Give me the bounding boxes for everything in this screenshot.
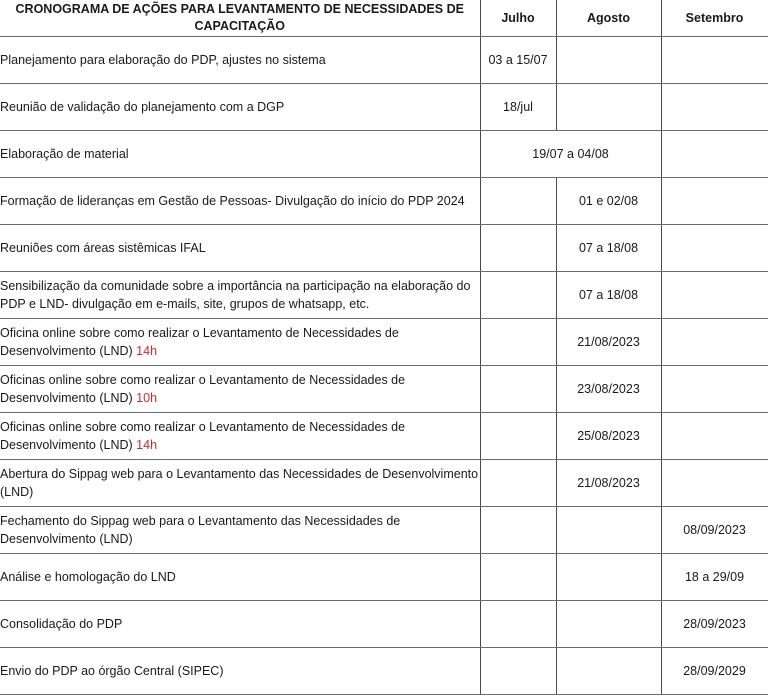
table-row <box>0 412 768 459</box>
agosto-cell <box>556 553 661 600</box>
activity-cell <box>0 83 480 130</box>
agosto-cell <box>556 506 661 553</box>
setembro-cell <box>661 412 768 459</box>
activity-text: Reunião de validação do planejamento com a DGP <box>0 99 285 114</box>
activity-text: Consolidação do PDP <box>0 616 123 631</box>
julho-cell: 03 a 15/07 <box>480 36 556 83</box>
setembro-cell: 28/09/2029 <box>661 647 768 694</box>
activity-text: Envio do PDP ao órgão Central (SIPEC) <box>0 663 224 678</box>
activity-cell <box>0 459 480 506</box>
setembro-cell <box>661 459 768 506</box>
time-highlight: 14h <box>136 437 158 452</box>
setembro-cell: 18 a 29/09 <box>661 553 768 600</box>
table-row <box>0 130 768 177</box>
table-row <box>0 600 768 647</box>
agosto-cell <box>556 36 661 83</box>
activity-text: Análise e homologação do LND <box>0 569 176 584</box>
table-row <box>0 36 768 83</box>
julho-cell <box>480 553 556 600</box>
agosto-cell <box>556 600 661 647</box>
activity-cell <box>0 177 480 224</box>
activity-text: Oficina online sobre como realizar o Levantamento de Necessidades de Desenvolvimento (LND) <box>0 325 399 358</box>
setembro-cell <box>661 130 768 177</box>
table-row <box>0 177 768 224</box>
setembro-cell <box>661 318 768 365</box>
julho-cell <box>480 177 556 224</box>
julho-cell <box>480 365 556 412</box>
agosto-cell: 25/08/2023 <box>556 412 661 459</box>
header-title: CRONOGRAMA DE AÇÕES PARA LEVANTAMENTO DE NECESSIDADES DE CAPACITAÇÃO <box>0 0 480 36</box>
agosto-cell: 07 a 18/08 <box>556 224 661 271</box>
agosto-cell: 23/08/2023 <box>556 365 661 412</box>
agosto-cell: 01 e 02/08 <box>556 177 661 224</box>
activity-cell <box>0 600 480 647</box>
setembro-cell: 28/09/2023 <box>661 600 768 647</box>
activity-text: Oficinas online sobre como realizar o Levantamento de Necessidades de Desenvolvimento (LND) <box>0 419 406 452</box>
table-row <box>0 83 768 130</box>
agosto-cell: 07 a 18/08 <box>556 271 661 318</box>
julho-agosto-merged-cell: 19/07 a 04/08 <box>480 130 661 177</box>
activity-cell <box>0 647 480 694</box>
activity-cell <box>0 318 480 365</box>
agosto-cell: 21/08/2023 <box>556 459 661 506</box>
julho-cell <box>480 271 556 318</box>
activity-text: Planejamento para elaboração do PDP, ajustes no sistema <box>0 52 326 67</box>
activity-cell <box>0 412 480 459</box>
activity-text: Formação de lideranças em Gestão de Pessoas- Divulgação do início do PDP 2024 <box>0 193 465 208</box>
julho-cell <box>480 647 556 694</box>
activity-cell <box>0 36 480 83</box>
setembro-cell <box>661 83 768 130</box>
header-month-julho: Julho <box>480 0 556 36</box>
agosto-cell <box>556 647 661 694</box>
table-row <box>0 271 768 318</box>
table-row <box>0 506 768 553</box>
activity-cell <box>0 553 480 600</box>
julho-cell: 18/jul <box>480 83 556 130</box>
table-header <box>0 0 768 36</box>
table-row <box>0 318 768 365</box>
setembro-cell <box>661 177 768 224</box>
table-row <box>0 365 768 412</box>
julho-cell <box>480 506 556 553</box>
activity-text: Sensibilização da comunidade sobre a importância na participação na elaboração do PDP e LND- divulgação em e-mails, site, grupos de whatsapp, etc. <box>0 278 471 311</box>
table-row <box>0 647 768 694</box>
setembro-cell <box>661 365 768 412</box>
julho-cell <box>480 318 556 365</box>
julho-cell <box>480 412 556 459</box>
header-month-agosto: Agosto <box>556 0 661 36</box>
activity-cell <box>0 365 480 412</box>
activity-cell <box>0 506 480 553</box>
time-highlight: 10h <box>136 390 158 405</box>
setembro-cell: 08/09/2023 <box>661 506 768 553</box>
julho-cell <box>480 600 556 647</box>
setembro-cell <box>661 36 768 83</box>
activity-cell <box>0 224 480 271</box>
table-row <box>0 459 768 506</box>
julho-cell <box>480 224 556 271</box>
activity-text: Reuniões com áreas sistêmicas IFAL <box>0 240 206 255</box>
setembro-cell <box>661 271 768 318</box>
activity-text: Abertura do Sippag web para o Levantamento das Necessidades de Desenvolvimento (LND) <box>0 466 479 499</box>
julho-cell <box>480 459 556 506</box>
time-highlight: 14h <box>136 343 158 358</box>
activity-text: Fechamento do Sippag web para o Levantamento das Necessidades de Desenvolvimento (LND) <box>0 513 401 546</box>
activity-cell <box>0 271 480 318</box>
activity-cell <box>0 130 480 177</box>
table-row <box>0 224 768 271</box>
table-row <box>0 553 768 600</box>
agosto-cell: 21/08/2023 <box>556 318 661 365</box>
activity-text: Elaboração de material <box>0 146 129 161</box>
header-month-setembro: Setembro <box>661 0 768 36</box>
agosto-cell <box>556 83 661 130</box>
setembro-cell <box>661 224 768 271</box>
activity-text: Oficinas online sobre como realizar o Levantamento de Necessidades de Desenvolvimento (LND) <box>0 372 406 405</box>
